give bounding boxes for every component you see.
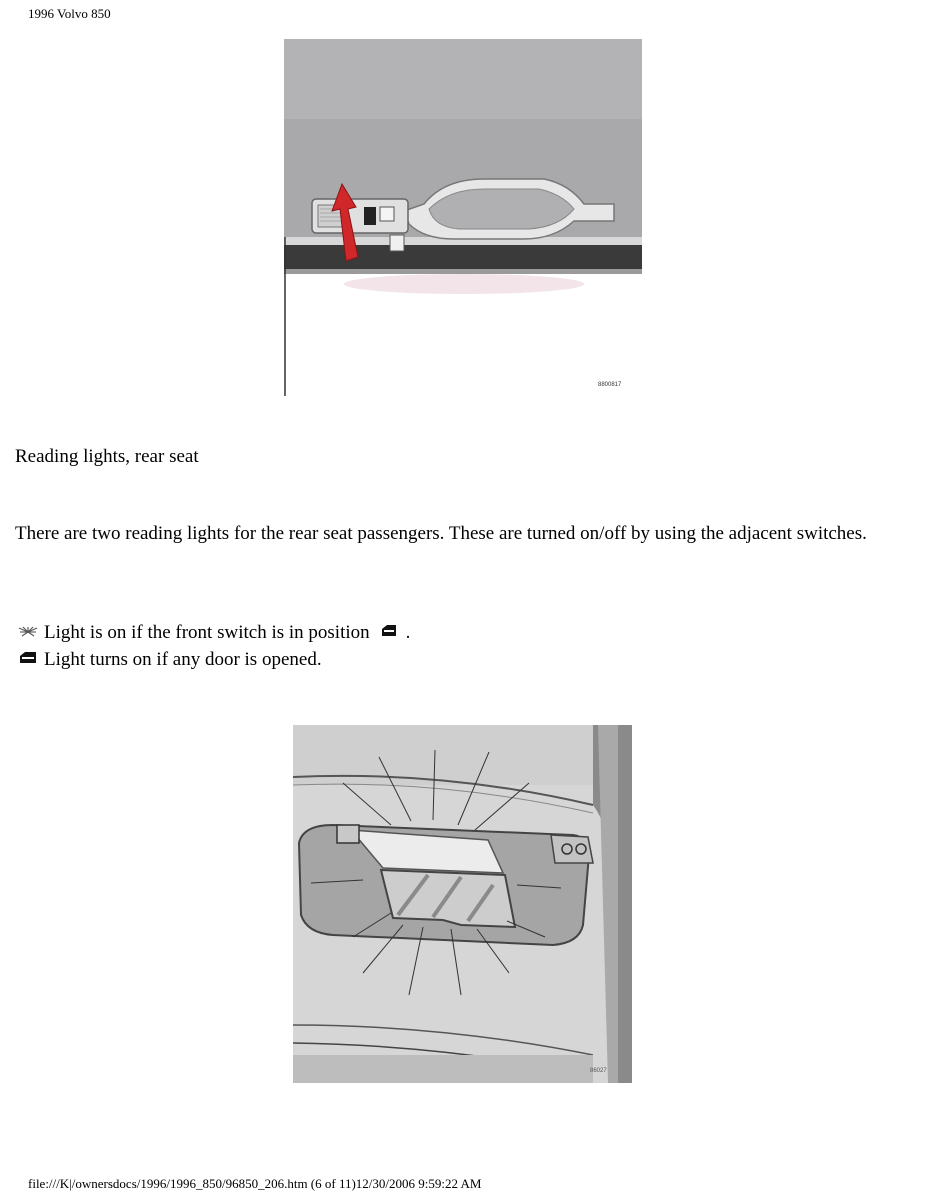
legend-item-2-text: Light turns on if any door is opened. <box>44 649 322 670</box>
vanity-mirror-illustration <box>293 725 632 1083</box>
light-rays-icon <box>18 622 38 644</box>
figure-code: 8800817 <box>598 382 622 388</box>
reading-light-illustration <box>284 39 644 396</box>
section-body: There are two reading lights for the rear seat passengers. These are turned on/off by using the adjacent switches. <box>15 523 867 544</box>
figure-code: 86027 <box>590 1068 607 1074</box>
legend-item-light-on <box>18 622 410 644</box>
legend-item-door-open <box>18 649 322 671</box>
door-switch-icon <box>380 622 398 644</box>
page-footer: file:///K|/ownersdocs/1996/1996_850/96850_206.htm (6 of 11)12/30/2006 9:59:22 AM <box>28 1176 482 1191</box>
door-switch-icon <box>18 649 38 671</box>
legend-item-1-text: Light is on if the front switch is in position <box>44 622 370 643</box>
legend-item-1-suffix: . <box>405 622 411 643</box>
section-title: Reading lights, rear seat <box>15 446 199 467</box>
page-header: 1996 Volvo 850 <box>28 6 111 21</box>
